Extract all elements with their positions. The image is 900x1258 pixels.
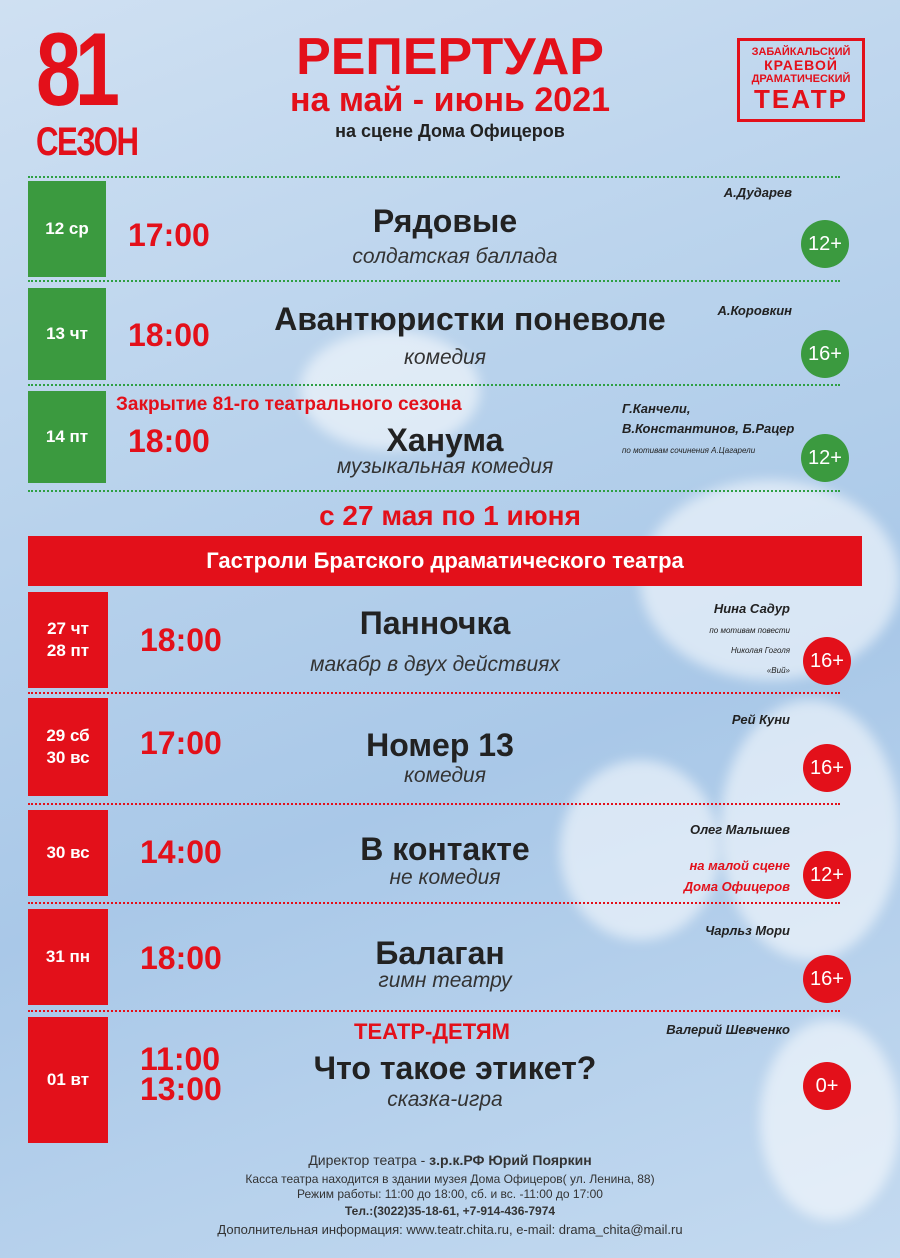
venue-note: Дома Офицеров: [683, 879, 790, 894]
divider: [28, 176, 840, 178]
venue-note: на малой сцене: [689, 858, 790, 873]
age-rating-badge: 0+: [803, 1062, 851, 1110]
show-title: Балаган: [375, 935, 505, 971]
stage-venue: на сцене Дома Офицеров: [335, 121, 565, 141]
date-box: 12 ср: [28, 181, 106, 277]
logo-line: ЗАБАЙКАЛЬСКИЙ: [751, 46, 851, 58]
age-rating-badge: 16+: [803, 744, 851, 792]
divider: [28, 1010, 840, 1012]
show-time: 17:00: [128, 217, 210, 253]
season-word: СЕЗОН: [36, 120, 138, 164]
show-author: Г.Канчели,: [622, 401, 691, 416]
show-time: 13:00: [140, 1071, 222, 1107]
show-title: В контакте: [360, 831, 530, 867]
age-rating-badge: 12+: [803, 851, 851, 899]
date-line: 30 вс: [46, 748, 90, 767]
divider: [28, 280, 840, 282]
show-time: 11:00: [140, 1041, 221, 1077]
show-genre: комедия: [404, 764, 486, 787]
show-author: Валерий Шевченко: [666, 1022, 790, 1037]
author-source-note: «Вий»: [766, 666, 790, 675]
show-time: 18:00: [128, 317, 210, 353]
date-box: 30 вс: [28, 810, 108, 896]
age-rating-badge: 16+: [803, 955, 851, 1003]
show-genre: гимн театру: [378, 969, 512, 992]
show-title: Ханума: [386, 422, 504, 458]
show-title: Авантюристки поневоле: [274, 301, 666, 337]
date-box: [28, 592, 108, 688]
show-title: Номер 13: [366, 727, 514, 763]
divider: [28, 490, 840, 492]
show-time: 18:00: [140, 622, 222, 658]
logo-line: КРАЕВОЙ: [764, 57, 838, 73]
logo-line: ДРАМАТИЧЕСКИЙ: [751, 73, 851, 85]
date-box: 13 чт: [28, 288, 106, 380]
show-genre: солдатская баллада: [352, 245, 558, 268]
season-number: 81: [36, 12, 114, 128]
tour-date-range: с 27 мая по 1 июня: [319, 500, 581, 531]
footer-director: [0, 1152, 900, 1168]
show-author: Рей Куни: [731, 712, 790, 727]
tour-banner: Гастроли Братского драматического театра: [28, 536, 862, 586]
show-genre: макабр в двух действиях: [310, 653, 560, 676]
date-line: 29 сб: [46, 726, 90, 745]
show-author: А.Дударев: [723, 185, 792, 200]
show-author: В.Константинов, Б.Рацер: [622, 421, 795, 436]
show-author: Чарльз Мори: [705, 923, 790, 938]
show-genre: сказка-игра: [387, 1088, 503, 1111]
page-title: РЕПЕРТУАР: [296, 28, 604, 86]
show-time: 18:00: [128, 423, 210, 459]
age-rating-badge: 12+: [801, 434, 849, 482]
author-source-note: по мотивам повести: [709, 626, 790, 635]
director-name: з.р.к.РФ Юрий Пояркин: [429, 1152, 592, 1168]
children-theatre-note: ТЕАТР-ДЕТЯМ: [354, 1019, 510, 1044]
show-title: Рядовые: [372, 203, 518, 239]
footer-box-office: Касса театра находится в здании музея Дома Офицеров( ул. Ленина, 88): [245, 1172, 655, 1186]
author-source-note: Николая Гоголя: [731, 646, 790, 655]
author-source-note: по мотивам сочинения А.Цагарели: [622, 446, 756, 455]
divider: [28, 803, 840, 805]
date-box: [28, 698, 108, 796]
age-rating-badge: 16+: [801, 330, 849, 378]
show-author: Нина Садур: [713, 601, 790, 616]
show-time: 18:00: [140, 940, 222, 976]
show-author: Олег Малышев: [689, 822, 790, 837]
show-time: 14:00: [140, 834, 222, 870]
show-time: 17:00: [140, 725, 222, 761]
show-genre: не комедия: [389, 866, 501, 889]
divider: [28, 902, 840, 904]
date-line: 27 чт: [47, 619, 89, 638]
director-prefix: Директор театра -: [308, 1152, 430, 1168]
page-subtitle: на май - июнь 2021: [289, 81, 611, 119]
footer-phone: Тел.:(3022)35-18-61, +7-914-436-7974: [344, 1204, 556, 1218]
logo-line: ТЕАТР: [754, 84, 848, 114]
show-genre: комедия: [404, 346, 486, 369]
show-title: Что такое этикет?: [313, 1050, 597, 1086]
footer-info: Дополнительная информация: www.teatr.chita.ru, e-mail: drama_chita@mail.ru: [217, 1222, 683, 1237]
age-rating-badge: 16+: [803, 637, 851, 685]
date-box: 01 вт: [28, 1017, 108, 1143]
show-genre: музыкальная комедия: [336, 455, 554, 478]
date-box: 31 пн: [28, 909, 108, 1005]
show-author: А.Коровкин: [717, 303, 792, 318]
age-rating-badge: 12+: [801, 220, 849, 268]
divider: [28, 384, 840, 386]
divider: [28, 692, 840, 694]
season-closing-note: Закрытие 81-го театрального сезона: [116, 394, 462, 415]
date-line: 28 пт: [46, 641, 90, 660]
footer-hours: Режим работы: 11:00 до 18:00, сб. и вс. -11:00 до 17:00: [297, 1187, 603, 1201]
theatre-logo: [737, 38, 865, 122]
date-box: 14 пт: [28, 391, 106, 483]
show-title: Панночка: [359, 605, 511, 641]
